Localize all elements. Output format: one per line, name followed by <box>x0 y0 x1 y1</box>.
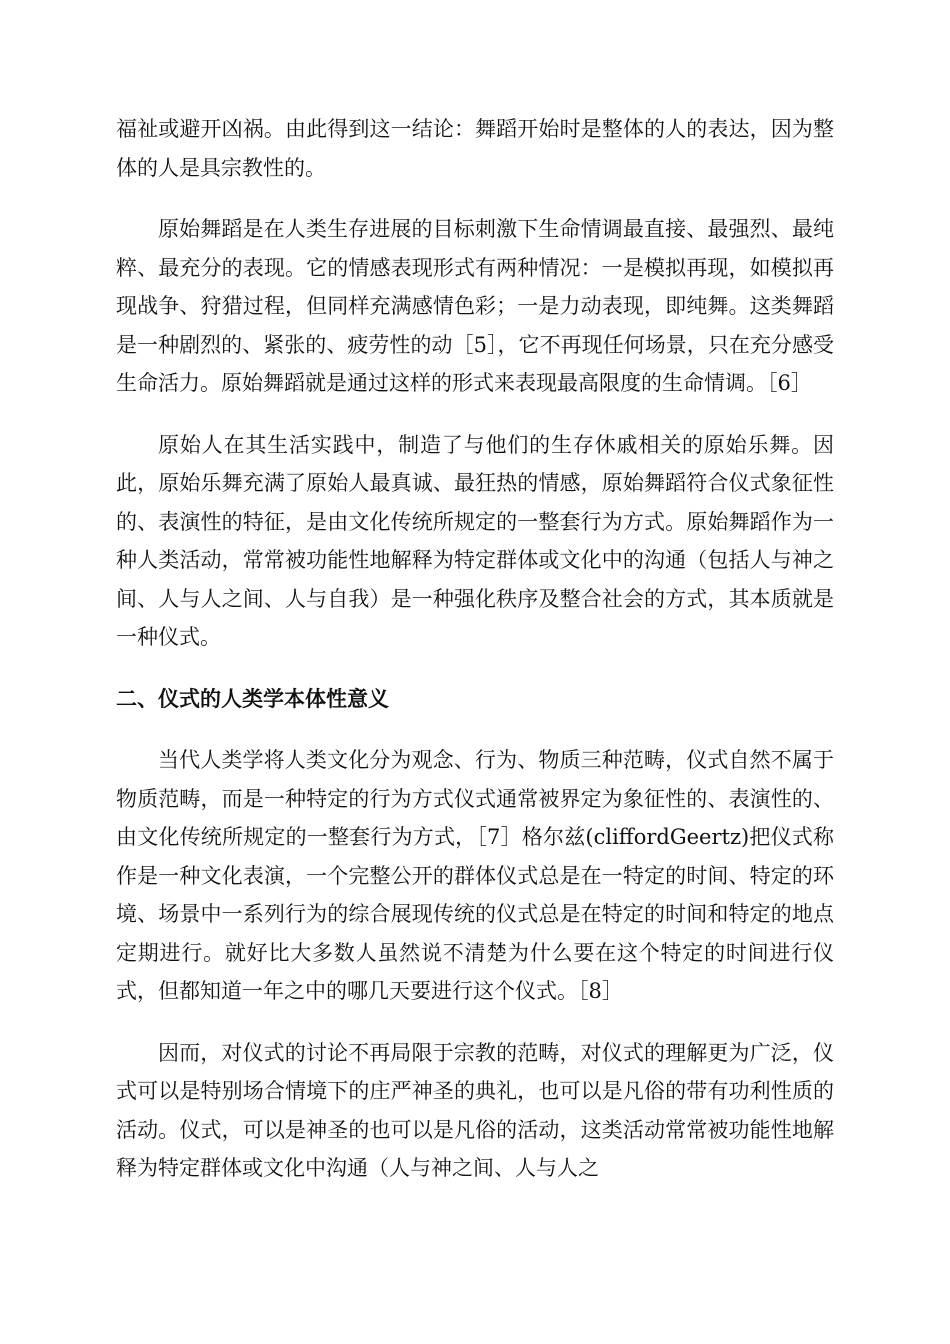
paragraph-continuation: 福祉或避开凶祸。由此得到这一结论：舞蹈开始时是整体的人的表达，因为整体的人是具宗教性的。 <box>116 117 834 180</box>
paragraph-primitive-dance: 原始舞蹈是在人类生存进展的目标刺激下生命情调最直接、最强烈、最纯粹、最充分的表现。它的情感表现形式有两种情况：一是模拟再现，如模拟再现战争、狩猎过程，但同样充满感情色彩；一是力动表现，即纯舞。这类舞蹈是一种剧烈的、紧张的、疲劳性的动［5］，它不再现任何场景，只在充分感受生命活力。原始舞蹈就是通过这样的形式来表现最高限度的生命情调。［6］ <box>116 217 834 395</box>
paragraph-anthropology-ritual: 当代人类学将人类文化分为观念、行为、物质三种范畴，仪式自然不属于物质范畴，而是一种特定的行为方式仪式通常被界定为象征性的、表演性的、由文化传统所规定的一整套行为方式，［7］格尔兹(cliffordGeertz)把仪式称作是一种文化表演，一个完整公开的群体仪式总是在一特定的时间、特定的环境、场景中一系列行为的综合展现传统的仪式总是在特定的时间和特定的地点定期进行。就好比大多数人虽然说不清楚为什么要在这个特定的时间进行仪式，但都知道一年之中的哪几天要进行这个仪式。［8］ <box>116 748 834 1003</box>
paragraph-gap <box>116 1011 834 1034</box>
paragraph-primitive-music-dance: 原始人在其生活实践中，制造了与他们的生存休戚相关的原始乐舞。因此，原始乐舞充满了原始人最真诚、最狂热的情感，原始舞蹈符合仪式象征性的、表演性的特征，是由文化传统所规定的一整套行为方式。原始舞蹈作为一种人类活动，常常被功能性地解释为特定群体或文化中的沟通（包括人与神之间、人与人之间、人与自我）是一种强化秩序及整合社会的方式，其本质就是一种仪式。 <box>116 432 834 649</box>
paragraph-gap <box>116 403 834 426</box>
paragraph-gap <box>116 187 834 210</box>
paragraph-ritual-scope: 因而，对仪式的讨论不再局限于宗教的范畴，对仪式的理解更为广泛，仪式可以是特别场合情境下的庄严神圣的典礼，也可以是凡俗的带有功利性质的活动。仪式，可以是神圣的也可以是凡俗的活动，这类活动常常被功能性地解释为特定群体或文化中沟通（人与神之间、人与人之 <box>116 1040 834 1180</box>
paragraph-gap <box>116 657 834 680</box>
document-body <box>116 110 834 1188</box>
paragraph-gap <box>116 718 834 741</box>
section-heading: 二、仪式的人类学本体性意义 <box>116 686 389 711</box>
